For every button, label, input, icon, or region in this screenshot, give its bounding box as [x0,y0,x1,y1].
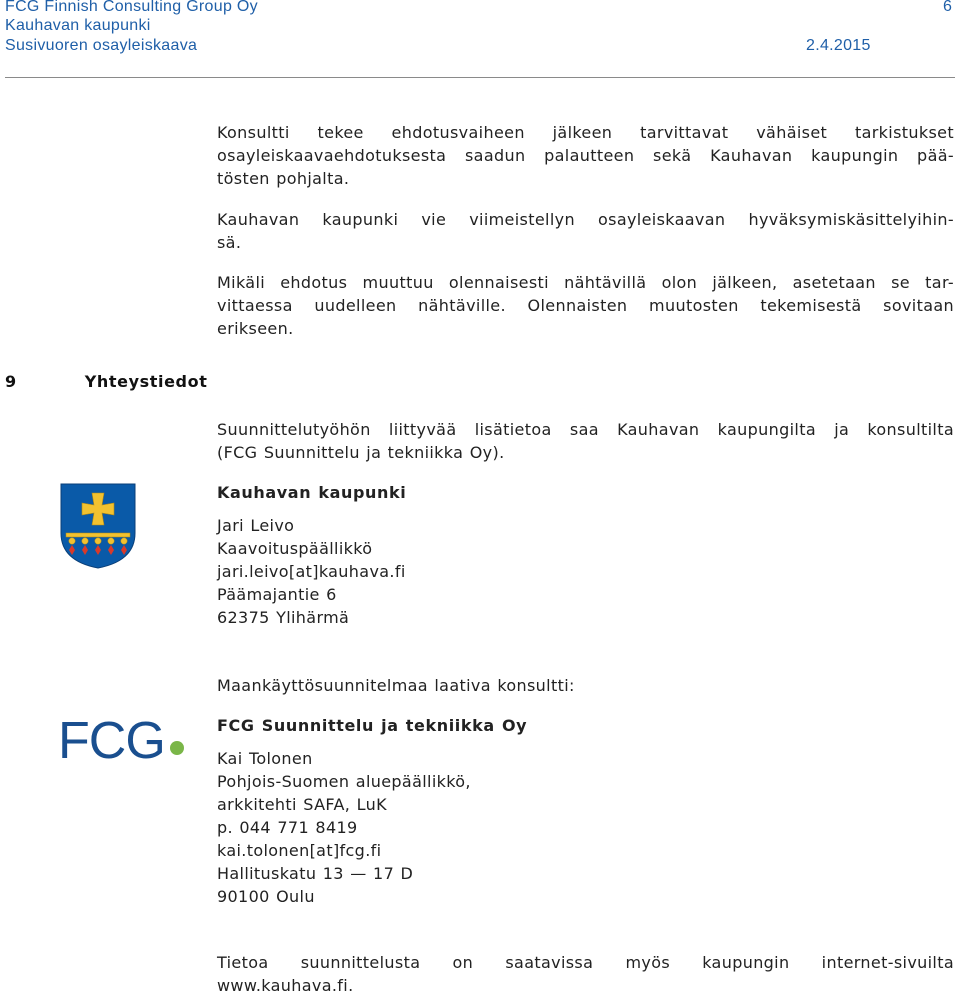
fcg-contact [217,714,954,908]
fcg-logo-icon [58,714,188,764]
section-title: Yhteystiedot [84,372,208,391]
kauhava-contact [217,481,954,629]
paragraph-changes [217,271,954,340]
fcg-logo-text: FCG [58,714,165,764]
contact-email: kai.tolonen[at]fcg.fi [217,841,382,860]
contact-name: Kai Tolonen [217,749,313,768]
text-line: erikseen. [217,319,294,338]
contact-intro [217,418,954,464]
contact-postal: 90100 Oulu [217,887,315,906]
text-line: Tietoa suunnittelusta on saatavissa myös kaupungin internet-sivuilta [217,953,954,972]
section-heading [5,372,207,391]
website-link[interactable]: www.kauhava.fi. [217,976,354,995]
text-line: (FCG Suunnittelu ja tekniikka Oy). [217,443,505,462]
contact-street: Päämajantie 6 [217,585,337,604]
contact-title: Kaavoituspäällikkö [217,539,373,558]
text-line: Suunnittelutyöhön liittyvää lisätietoa saa Kauhavan kaupungilta ja konsultilta [217,420,954,439]
header-divider [5,77,955,78]
contact-title: arkkitehti SAFA, LuK [217,795,387,814]
text-line: vittaessa uudelleen nähtäville. Olennaisten muutosten tekemisestä sovitaan [217,296,954,315]
text-line: Mikäli ehdotus muuttuu olennaisesti nähtävillä olon jälkeen, asetetaan se tar- [217,273,954,292]
contact-phone: p. 044 771 8419 [217,818,358,837]
paragraph-approval [217,208,954,254]
paragraph-review [217,121,954,190]
header-client: Kauhavan kaupunki [5,17,151,34]
contact-email: jari.leivo[at]kauhava.fi [217,562,406,581]
text-line: tösten pohjalta. [217,169,350,188]
contact-org: Kauhavan kaupunki [217,483,407,502]
contact-name: Jari Leivo [217,516,295,535]
text-line: osayleiskaavaehdotuksesta saadun palautteen sekä Kauhavan kaupungin pää- [217,146,954,165]
section-number: 9 [5,372,17,391]
contact-postal: 62375 Ylihärmä [217,608,350,627]
consultant-intro: Maankäyttösuunnitelmaa laativa konsultti: [217,676,575,695]
text-line: sä. [217,233,242,252]
contact-street: Hallituskatu 13 — 17 D [217,864,414,883]
contact-org: FCG Suunnittelu ja tekniikka Oy [217,716,528,735]
header-date: 2.4.2015 [806,37,871,54]
page-number: 6 [943,0,953,15]
text-line: Kauhavan kaupunki vie viimeistellyn osayleiskaavan hyväksymiskäsittelyihin- [217,210,954,229]
header-project: Susivuoren osayleiskaava [5,37,198,54]
kauhava-coat-of-arms-icon [60,483,136,569]
footer-paragraph [217,951,954,997]
contact-title: Pohjois-Suomen aluepäällikkö, [217,772,471,791]
text-line: Konsultti tekee ehdotusvaiheen jälkeen tarvittavat vähäiset tarkistukset [217,123,954,142]
header-company: FCG Finnish Consulting Group Oy [5,0,258,15]
